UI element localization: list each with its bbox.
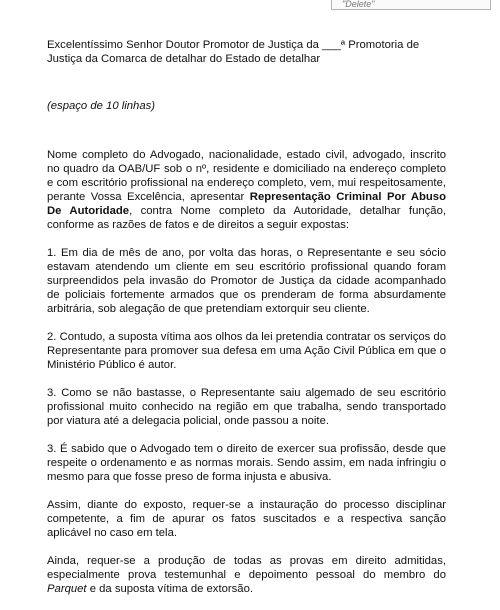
intro-paragraph — [47, 148, 446, 232]
fact-paragraph-1: 1. Em dia de mês de ano, por volta das horas, o Representante e seu sócio estavam atendendo um cliente em seu escritório profissional quando foram surpreendidos pela invasão do Promotor de Justiça da cidade acompanhado de policiais fortemente armados que os prenderam de forma absurdamente arbitrária, sob alegação de que pretendiam extorquir seu cliente. — [47, 247, 446, 315]
spacing-note: (espaço de 10 linhas) — [47, 100, 156, 112]
document-body — [47, 38, 446, 610]
fact-paragraph-3: 3. Como se não bastasse, o Representante saiu algemado de seu escritório profissional muito conhecido na região em que trabalha, sendo transportado por viatura até a delegacia policial, onde passou a noite. — [47, 387, 446, 427]
intro-text-end: , contra Nome completo da Autoridade, detalhar função, conforme as razões de fatos e de direitos a seguir expostas: — [47, 205, 446, 231]
fact-paragraph-2: 2. Contudo, a suposta vítima aos olhos da lei pretendia contratar os serviços do Representante para promover sua defesa em uma Ação Civil Pública em que o Ministério Público é autor. — [47, 331, 446, 371]
intro-text-start: Nome completo do Advogado, nacionalidade, estado civil, advogado, inscrito no quadro da OAB/UF sob o nº, residente e domiciliado na endereço completo e com escritório profissional na endereço completo, vem, mui respeitosamente, perante Vossa Excelência, apresentar — [47, 149, 446, 203]
final-request-paragraph — [47, 554, 446, 596]
final-italic-term: Parquet — [47, 583, 87, 595]
final-text-end: e da suposta vítima de extorsão. — [86, 583, 253, 595]
delete-button[interactable]: "Delete" — [331, 0, 491, 10]
conclusion-paragraph: Assim, diante do exposto, requer-se a instauração do processo disciplinar competente, a fim de apurar os fatos suscitados e a respectiva sanção aplicável no caso em tela. — [47, 499, 446, 539]
final-text-start: Ainda, requer-se a produção de todas as provas em direito admitidas, especialmente prova testemunhal e depoimento pessoal do membro do — [47, 555, 446, 581]
fact-paragraph-4: 3. É sabido que o Advogado tem o direito de exercer sua profissão, desde que respeite o ordenamento e as normas morais. Sendo assim, em nada infringiu o mesmo para que fosse preso de forma injusta e abusiva. — [47, 443, 446, 483]
intro-title-bold: Representação Criminal Por Abuso De Autoridade — [47, 191, 446, 217]
addressee-header: Excelentíssimo Senhor Doutor Promotor de Justiça da ___ª Promotoria de Justiça da Comarca de detalhar do Estado de detalhar — [47, 39, 420, 65]
